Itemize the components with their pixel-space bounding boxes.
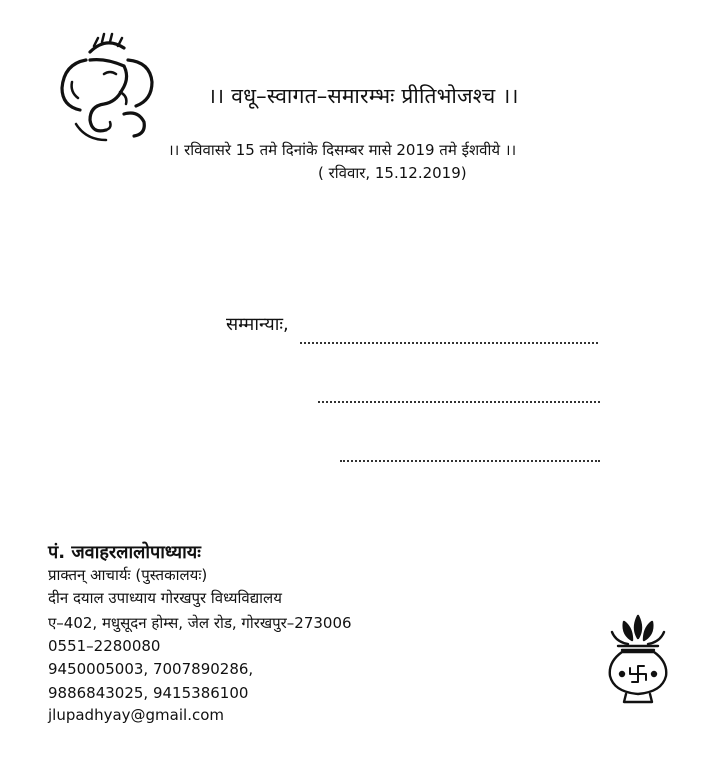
ganesha-icon (46, 30, 164, 148)
sender-address: ए–402, मधुसूदन होम्स, जेल रोड, गोरखपुर–273006 (48, 614, 352, 632)
sender-institution: दीन दयाल उपाध्याय गोरखपुर विध्यविद्यालय (48, 589, 282, 607)
salutation-label: सम्मान्याः, (226, 314, 289, 335)
sender-landline: 0551–2280080 (48, 637, 161, 655)
sender-mobile-2: 9886843025, 9415386100 (48, 684, 249, 702)
invitation-title: ।। वधू–स्वागत–समारम्भः प्रीतिभोजश्च ।। (208, 84, 519, 108)
addressee-blank-line-3 (340, 460, 600, 462)
event-date-numeric: ( रविवार, 15.12.2019) (318, 164, 467, 182)
sender-name: पं. जवाहरलालोपाध्यायः (48, 542, 201, 563)
sender-designation: प्राक्तन् आचार्यः (पुस्तकालयः) (48, 566, 208, 584)
addressee-blank-line-2 (318, 401, 600, 403)
sender-email: jlupadhyay@gmail.com (48, 706, 224, 724)
kalash-icon (602, 610, 674, 706)
addressee-blank-line-1 (300, 342, 598, 344)
sender-mobile-1: 9450005003, 7007890286, (48, 660, 254, 678)
event-date-line: ।। रविवासरे 15 तमे दिनांके दिसम्बर मासे 2019 तमे ईशवीये ।। (168, 141, 517, 159)
